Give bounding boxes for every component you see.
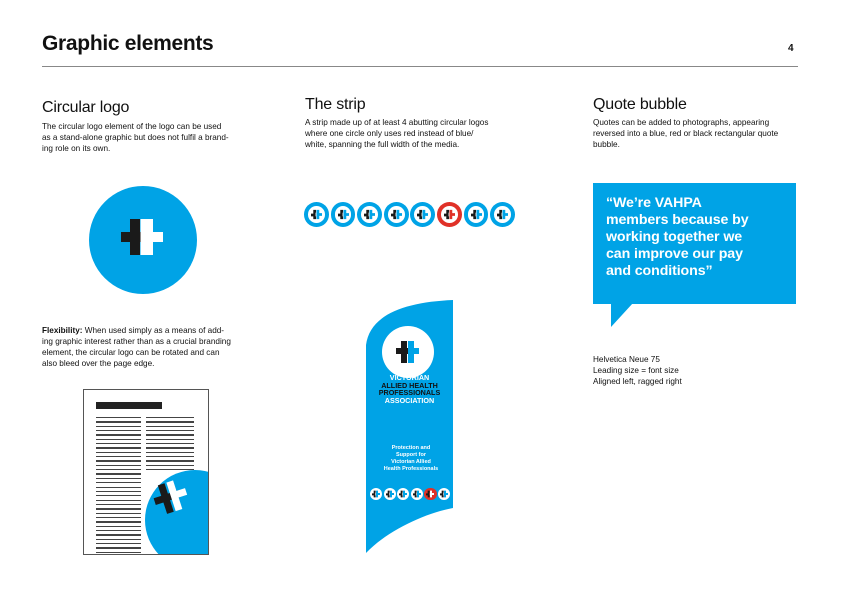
medical-cross-icon <box>444 209 455 220</box>
strip-circle-red <box>437 202 462 227</box>
medical-cross-icon <box>364 209 375 220</box>
mini-strip-circle <box>438 488 450 500</box>
flexibility-note <box>42 325 262 369</box>
medical-cross-icon <box>391 209 402 220</box>
text-line: Victorian Allied <box>391 459 431 465</box>
text-line: can improve our pay <box>606 246 743 262</box>
quote-text <box>606 195 788 280</box>
quote-bubble-tail <box>593 303 643 329</box>
text-line: where one circle only uses red instead of blue/ <box>305 129 474 138</box>
medical-cross-icon <box>338 209 349 220</box>
medical-cross-icon <box>89 186 197 294</box>
medical-cross-icon <box>426 490 434 498</box>
strip-circle-inner <box>441 206 458 223</box>
banner-logo <box>382 326 434 378</box>
strip-heading: The strip <box>305 96 366 113</box>
circular-logo-description <box>42 121 262 154</box>
text-line: reversed into a blue, red or black rectangular quote <box>593 129 779 138</box>
document-title-bar <box>96 402 162 409</box>
text-line: members because by <box>606 212 749 228</box>
text-line: ing role on its own. <box>42 144 111 153</box>
medical-cross-icon <box>471 209 482 220</box>
text-line: working together we <box>606 229 743 245</box>
circular-logo <box>89 186 197 294</box>
strip-circle-inner <box>388 206 405 223</box>
text-line: as a stand-alone graphic but does not fulfil a brand- <box>42 133 229 142</box>
mini-strip-circle <box>411 488 423 500</box>
strip-circle-inner <box>308 206 325 223</box>
flexibility-text: When used simply as a means of add- <box>82 326 225 335</box>
text-line: “We’re VAHPA <box>606 195 702 211</box>
mini-strip-circle-red <box>424 488 436 500</box>
text-line: Helvetica Neue 75 <box>593 355 660 364</box>
text-line <box>42 325 262 336</box>
quote-bubble-heading: Quote bubble <box>593 96 687 113</box>
text-line: ing graphic interest rather than as a crucial branding <box>42 337 231 346</box>
text-line: white, spanning the full width of the media. <box>305 140 460 149</box>
text-line: Support for <box>396 452 426 458</box>
text-line: ASSOCIATION <box>384 395 435 405</box>
text-line: Health Professionals <box>383 466 439 472</box>
strip-circle-inner <box>361 206 378 223</box>
page-number: 4 <box>788 43 794 54</box>
circular-logo-strip <box>304 202 515 228</box>
bleeding-circular-logo <box>145 470 209 555</box>
medical-cross-icon <box>386 490 394 498</box>
medical-cross-icon <box>145 470 209 555</box>
strip-circle <box>464 202 489 227</box>
banner-mini-strip <box>370 488 450 500</box>
strip-circle <box>490 202 515 227</box>
type-specification <box>593 354 793 387</box>
text-line: Protection and <box>391 445 431 451</box>
medical-cross-icon <box>497 209 508 220</box>
banner-tagline <box>380 445 442 473</box>
text-line: ALLIED HEALTH <box>381 380 438 390</box>
text-line: bubble. <box>593 140 620 149</box>
strip-circle <box>384 202 409 227</box>
flexibility-label: Flexibility: <box>42 326 83 335</box>
mini-strip-circle <box>384 488 396 500</box>
strip-circle <box>331 202 356 227</box>
document-column-left <box>96 417 141 555</box>
medical-cross-icon <box>399 490 407 498</box>
medical-cross-icon <box>440 490 448 498</box>
document-example <box>83 389 209 555</box>
strip-circle <box>357 202 382 227</box>
strip-circle-inner <box>494 206 511 223</box>
text-line: and conditions” <box>606 263 713 279</box>
medical-cross-icon <box>413 490 421 498</box>
strip-circle <box>410 202 435 227</box>
text-line: VICTORIAN <box>389 373 430 382</box>
medical-cross-icon <box>372 490 380 498</box>
text-line: element, the circular logo can be rotated and can <box>42 348 220 357</box>
text-line: PROFESSIONALS <box>378 388 441 398</box>
text-line: The circular logo element of the logo can be used <box>42 122 222 131</box>
page-title: Graphic elements <box>42 32 214 55</box>
strip-circle-inner <box>414 206 431 223</box>
text-line: Leading size = font size <box>593 366 679 375</box>
text-line: Aligned left, ragged right <box>593 377 682 386</box>
flag-banner <box>366 300 453 553</box>
medical-cross-icon <box>417 209 428 220</box>
document-column-right <box>146 417 194 473</box>
medical-cross-icon <box>396 340 420 364</box>
strip-circle <box>304 202 329 227</box>
quote-bubble <box>593 183 796 304</box>
mini-strip-circle <box>370 488 382 500</box>
quote-bubble-description <box>593 117 813 150</box>
header-divider <box>42 66 798 67</box>
strip-circle-inner <box>468 206 485 223</box>
strip-description <box>305 117 525 150</box>
strip-circle-inner <box>335 206 352 223</box>
text-line: also bleed over the page edge. <box>42 359 155 368</box>
circular-logo-heading: Circular logo <box>42 99 130 116</box>
medical-cross-icon <box>311 209 322 220</box>
banner-organisation-name <box>366 374 453 404</box>
text-line: Quotes can be added to photographs, appearing <box>593 118 770 127</box>
mini-strip-circle <box>397 488 409 500</box>
text-line: A strip made up of at least 4 abutting circular logos <box>305 118 489 127</box>
